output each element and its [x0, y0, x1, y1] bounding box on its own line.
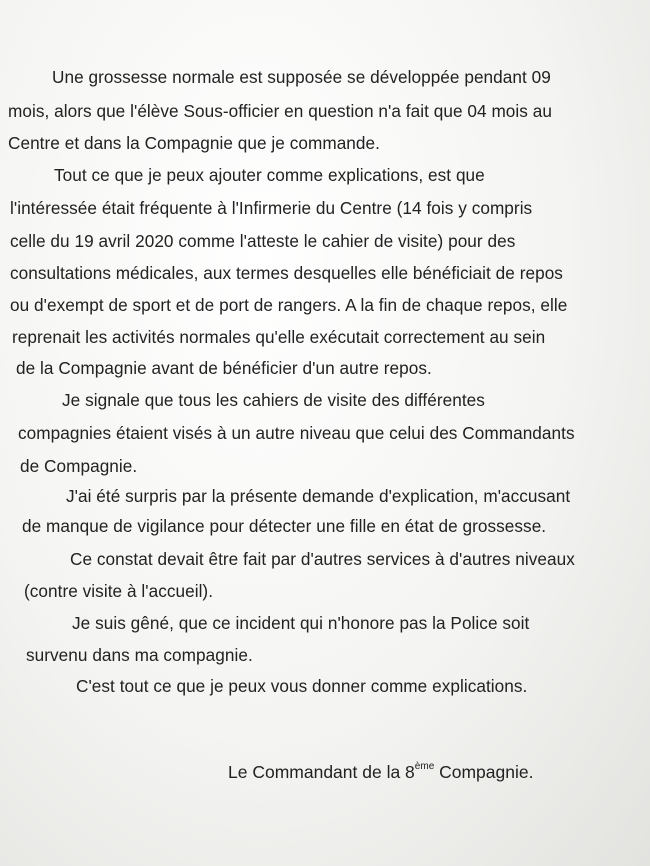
- letter-line: compagnies étaient visés à un autre niveau que celui des Commandants: [18, 423, 575, 443]
- letter-line: consultations médicales, aux termes desquelles elle bénéficiait de repos: [10, 263, 563, 283]
- letter-line: survenu dans ma compagnie.: [26, 645, 253, 665]
- letter-line: J'ai été surpris par la présente demande d'explication, m'accusant: [66, 486, 571, 506]
- letter-line: de la Compagnie avant de bénéficier d'un autre repos.: [16, 358, 432, 378]
- letter-line: de Compagnie.: [20, 456, 138, 476]
- signature-prefix: Le Commandant de la 8: [228, 762, 415, 782]
- letter-line: l'intéressée était fréquente à l'Infirmerie du Centre (14 fois y compris: [10, 198, 533, 218]
- letter-line: (contre visite à l'accueil).: [24, 581, 214, 601]
- letter-line: Ce constat devait être fait par d'autres services à d'autres niveaux: [70, 549, 575, 569]
- letter-line: ou d'exempt de sport et de port de rangers. A la fin de chaque repos, elle: [10, 295, 568, 315]
- letter-line: reprenait les activités normales qu'elle exécutait correctement au sein: [12, 327, 546, 347]
- letter-line: Une grossesse normale est supposée se développée pendant 09: [52, 67, 551, 87]
- letter-line: Je signale que tous les cahiers de visite des différentes: [62, 390, 485, 410]
- letter-line: C'est tout ce que je peux vous donner comme explications.: [76, 676, 528, 696]
- signature-superscript: ème: [414, 761, 435, 773]
- letter-line: Je suis gêné, que ce incident qui n'honore pas la Police soit: [72, 613, 530, 633]
- letter-line: de manque de vigilance pour détecter une fille en état de grossesse.: [22, 516, 547, 536]
- letter-line: mois, alors que l'élève Sous-officier en question n'a fait que 04 mois au: [8, 101, 552, 121]
- letter-line: Centre et dans la Compagnie que je commande.: [8, 133, 380, 153]
- letter-line: celle du 19 avril 2020 comme l'atteste le cahier de visite) pour des: [10, 231, 516, 251]
- signature-line: [228, 760, 533, 784]
- letter-line: Tout ce que je peux ajouter comme explications, est que: [54, 165, 485, 185]
- signature-suffix: Compagnie.: [434, 762, 534, 782]
